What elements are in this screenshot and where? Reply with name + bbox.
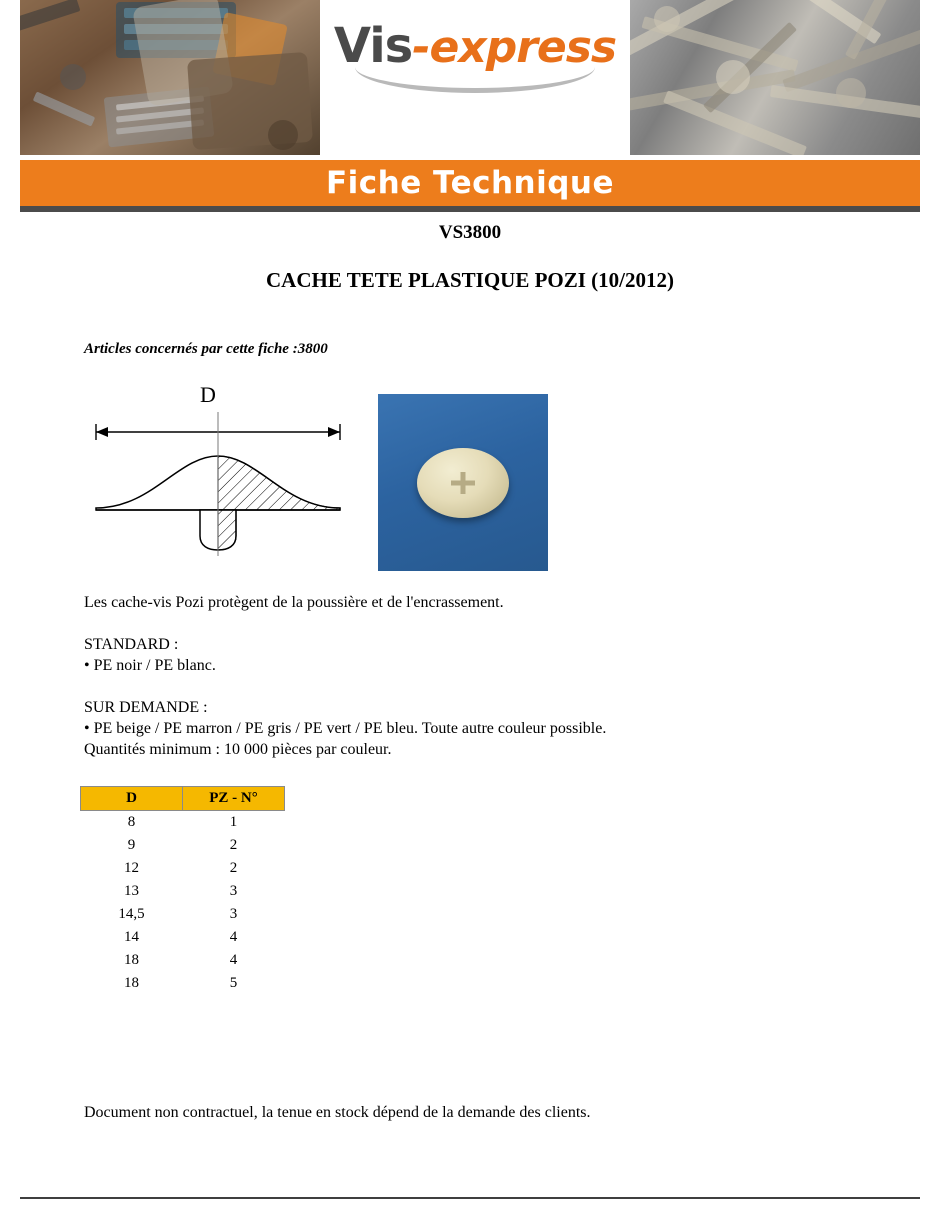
- table-row: [81, 811, 285, 835]
- cell-pz: 2: [229, 860, 238, 876]
- pozi-cross-recess-icon: [450, 472, 476, 494]
- cell-d: 9: [127, 837, 136, 853]
- plastic-cap-image: [417, 448, 509, 518]
- table-row: [81, 834, 285, 857]
- on-request-label: SUR DEMANDE :: [84, 699, 208, 716]
- cell-pz: 2: [229, 837, 238, 853]
- cell-pz: 3: [229, 906, 238, 922]
- table-row: [81, 926, 285, 949]
- cell-d: 14,5: [118, 906, 145, 922]
- footer-divider: [20, 1197, 920, 1199]
- fiche-technique-banner: [20, 160, 920, 206]
- description-text: Les cache-vis Pozi protègent de la poussière et de l'encrassement.: [84, 594, 504, 611]
- table-header-row: [81, 787, 285, 811]
- column-header-d: D: [81, 787, 183, 811]
- table-row: [81, 880, 285, 903]
- cell-d: 13: [124, 883, 139, 899]
- cell-pz: 4: [229, 952, 238, 968]
- drawing-dimension-label: D: [200, 382, 216, 407]
- standard-label: STANDARD :: [84, 636, 179, 653]
- product-photo: [378, 394, 548, 571]
- column-header-pz: PZ - N°: [183, 787, 285, 811]
- table-row: [81, 949, 285, 972]
- minimum-quantity-text: Quantités minimum : 10 000 pièces par couleur.: [84, 741, 392, 758]
- table-row: [81, 857, 285, 880]
- cell-d: 18: [124, 975, 139, 991]
- logo-primary-text: Vis: [333, 18, 413, 74]
- banner-underline: [20, 206, 920, 212]
- banner-title-text: Fiche Technique: [325, 165, 615, 201]
- header-banner: [20, 0, 920, 155]
- cell-pz: 3: [229, 883, 238, 899]
- cell-pz: 1: [229, 814, 238, 830]
- cell-d: 12: [124, 860, 139, 876]
- cell-pz: 5: [229, 975, 238, 991]
- cell-d: 14: [124, 929, 139, 945]
- cell-d: 8: [127, 814, 136, 830]
- logo-swoosh-icon: [355, 62, 595, 93]
- standard-value: • PE noir / PE blanc.: [84, 657, 216, 674]
- on-request-value: • PE beige / PE marron / PE gris / PE vert / PE bleu. Toute autre couleur possible.: [84, 720, 607, 737]
- table-row: [81, 903, 285, 926]
- cell-d: 18: [124, 952, 139, 968]
- reference-code: VS3800: [438, 222, 502, 243]
- page-title: CACHE TETE PLASTIQUE POZI (10/2012): [265, 268, 674, 292]
- footer-note: Document non contractuel, la tenue en stock dépend de la demande des clients.: [84, 1104, 591, 1121]
- workbench-tools-photo: [20, 0, 320, 155]
- logo-secondary-text: -express: [412, 22, 617, 73]
- technical-drawing: [82, 382, 354, 570]
- logo-area: [320, 0, 630, 155]
- cell-pz: 4: [229, 929, 238, 945]
- articles-concerned-line: Articles concernés par cette fiche :3800: [84, 341, 328, 357]
- screws-pile-photo: [630, 0, 920, 155]
- table-row: [81, 972, 285, 995]
- dimensions-table: [80, 786, 285, 995]
